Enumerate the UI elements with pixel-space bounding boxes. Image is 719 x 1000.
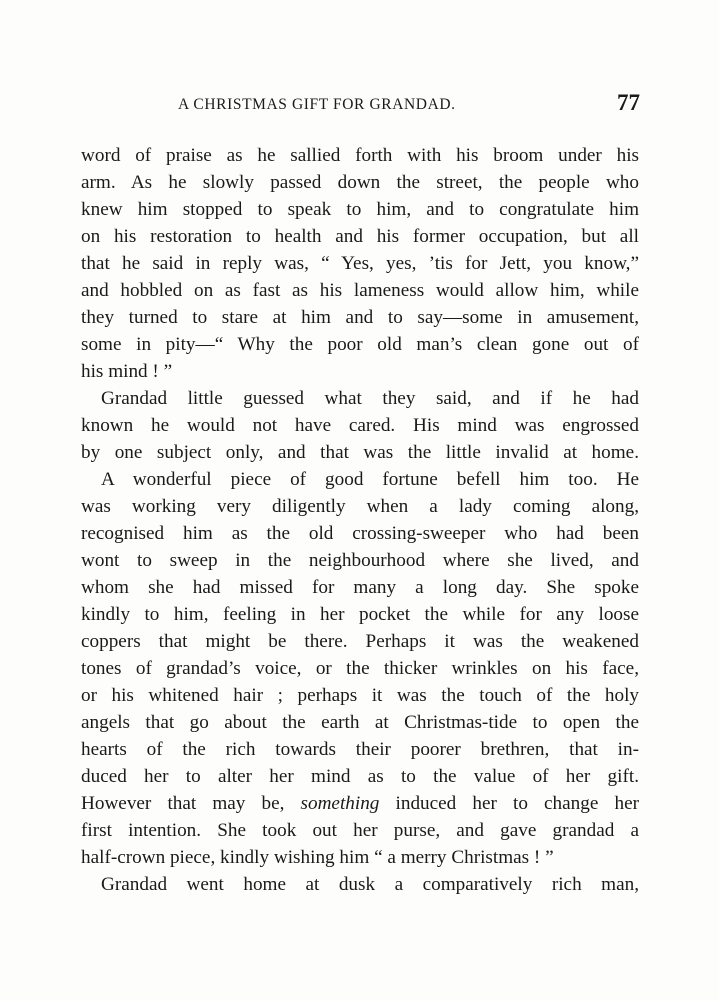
text-line: hearts of the rich towards their poorer brethren, that in- [81, 739, 639, 760]
text-line: angels that go about the earth at Christmas-tide to open the [81, 712, 639, 733]
text-line: A wonderful piece of good fortune befell him too. He [101, 469, 639, 490]
text-line: kindly to him, feeling in her pocket the while for any loose [81, 604, 639, 625]
text-line: coppers that might be there. Perhaps it was the weakened [81, 631, 639, 652]
page-number: 77 [617, 90, 640, 115]
italic-word: something [300, 793, 380, 814]
text-line: recognised him as the old crossing-sweeper who had been [81, 523, 639, 544]
text-line: word of praise as he sallied forth with his broom under his [81, 145, 639, 166]
text-line: they turned to stare at him and to say—some in amusement, [81, 307, 639, 328]
text-line: Grandad little guessed what they said, and if he had [101, 388, 639, 409]
text-line: arm. As he slowly passed down the street, the people who [81, 172, 639, 193]
text-segment: induced her to change her [379, 793, 639, 814]
text-line: known he would not have cared. His mind was engrossed [81, 415, 639, 436]
text-line: knew him stopped to speak to him, and to congratulate him [81, 199, 639, 220]
text-line: first intention. She took out her purse, and gave grandad a [81, 820, 639, 841]
text-line: wont to sweep in the neighbourhood where she lived, and [81, 550, 639, 571]
text-line: or his whitened hair ; perhaps it was the touch of the holy [81, 685, 639, 706]
running-head [80, 90, 640, 120]
text-line: his mind ! ” [81, 361, 173, 382]
text-line: and hobbled on as fast as his lameness would allow him, while [81, 280, 639, 301]
text-line: some in pity—“ Why the poor old man’s clean gone out of [81, 334, 639, 355]
text-line: Grandad went home at dusk a comparatively rich man, [101, 874, 639, 895]
text-line: on his restoration to health and his former occupation, but all [81, 226, 639, 247]
text-line: half-crown piece, kindly wishing him “ a merry Christmas ! ” [81, 847, 554, 868]
text-line: was working very diligently when a lady coming along, [81, 496, 639, 517]
text-line: tones of grandad’s voice, or the thicker wrinkles on his face, [81, 658, 639, 679]
body-text [81, 142, 639, 898]
text-line: that he said in reply was, “ Yes, yes, ’tis for Jett, you know,” [81, 253, 639, 274]
running-title: A CHRISTMAS GIFT FOR GRANDAD. [178, 96, 456, 113]
text-line: by one subject only, and that was the little invalid at home. [81, 442, 639, 463]
text-line: whom she had missed for many a long day. She spoke [81, 577, 639, 598]
text-segment: However that may be, [81, 793, 301, 814]
text-line: duced her to alter her mind as to the value of her gift. [81, 766, 639, 787]
text-line-with-italic [81, 790, 639, 817]
